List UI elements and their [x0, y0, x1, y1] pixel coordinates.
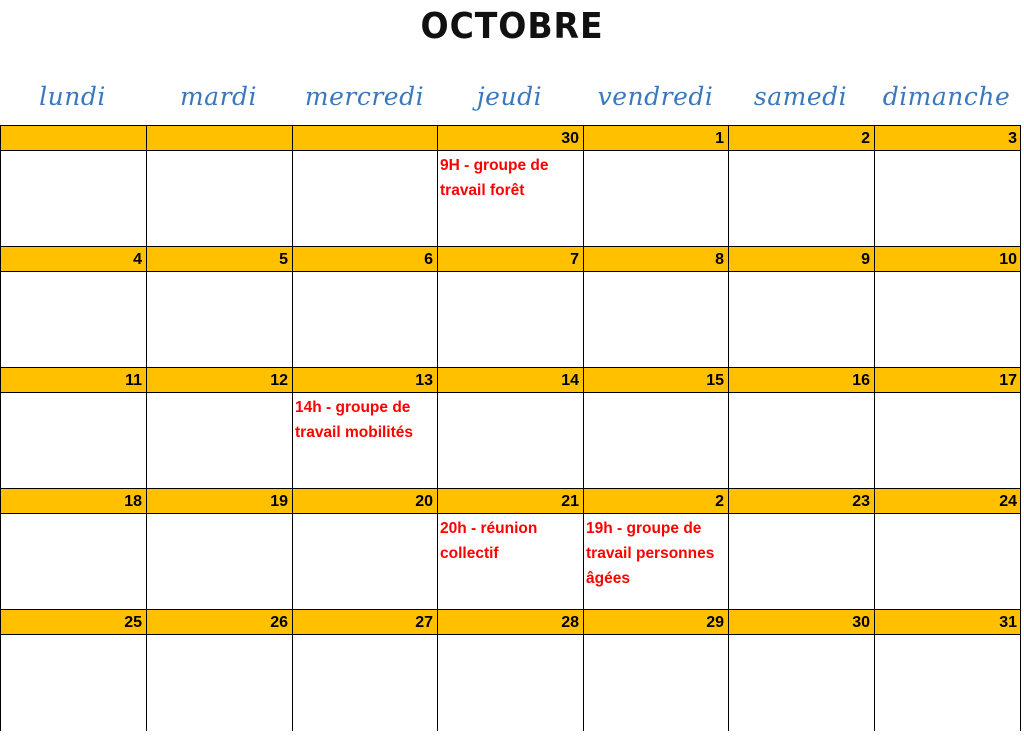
day-number: 11: [0, 367, 146, 392]
day-number: 17: [874, 367, 1021, 392]
day-cell[interactable]: [292, 609, 437, 730]
day-cell[interactable]: [728, 609, 874, 730]
day-number: 13: [292, 367, 437, 392]
calendar-week-row: [0, 125, 1021, 246]
grid-line: [0, 271, 1021, 272]
day-cell[interactable]: [728, 367, 874, 488]
grid-line: [437, 125, 438, 731]
weekday-label-jeudi: jeudi: [476, 82, 543, 111]
event-text: 9H - groupe de travail forêt: [440, 157, 549, 199]
month-title: OCTOBRE: [420, 6, 604, 47]
day-number: 5: [146, 246, 292, 271]
day-cell[interactable]: [728, 246, 874, 367]
day-cell[interactable]: [874, 609, 1021, 730]
day-cell[interactable]: [583, 609, 728, 730]
day-number: 15: [583, 367, 728, 392]
day-cell[interactable]: [874, 125, 1021, 246]
day-number: 12: [146, 367, 292, 392]
day-number: 27: [292, 609, 437, 634]
calendar-week-row: [0, 246, 1021, 367]
day-cell[interactable]: [0, 246, 146, 367]
grid-line: [146, 125, 147, 731]
calendar-grid: [0, 125, 1021, 731]
grid-line: [0, 125, 1021, 126]
day-cell[interactable]: [437, 609, 583, 730]
grid-line: [0, 609, 1021, 610]
grid-line: [0, 513, 1021, 514]
day-cell[interactable]: [874, 488, 1021, 609]
day-cell[interactable]: [146, 367, 292, 488]
weekday-label-samedi: samedi: [753, 82, 848, 111]
day-number: [146, 125, 292, 150]
day-number: 25: [0, 609, 146, 634]
day-number: 10: [874, 246, 1021, 271]
day-number: 26: [146, 609, 292, 634]
event-text: 14h - groupe de travail mobilités: [295, 399, 414, 441]
day-cell[interactable]: [437, 246, 583, 367]
day-cell[interactable]: [728, 488, 874, 609]
grid-line: [292, 125, 293, 731]
day-number: 23: [728, 488, 874, 513]
day-cell[interactable]: [292, 488, 437, 609]
day-cell[interactable]: [146, 125, 292, 246]
day-number: 2: [583, 488, 728, 513]
grid-line: [728, 125, 729, 731]
event-text: 20h - réunion collectif: [440, 520, 538, 562]
day-cell[interactable]: [583, 367, 728, 488]
day-cell[interactable]: [0, 609, 146, 730]
day-cell[interactable]: [146, 488, 292, 609]
day-number: [292, 125, 437, 150]
day-number: 31: [874, 609, 1021, 634]
grid-line: [0, 392, 1021, 393]
day-cell[interactable]: [874, 246, 1021, 367]
day-number: 2: [728, 125, 874, 150]
day-cell[interactable]: [437, 367, 583, 488]
day-cell[interactable]: [583, 488, 728, 609]
weekday-label-mardi: mardi: [179, 82, 258, 111]
grid-line: [0, 367, 1021, 368]
day-number: [0, 125, 146, 150]
day-cell[interactable]: [583, 125, 728, 246]
day-number: 20: [292, 488, 437, 513]
day-cell[interactable]: [0, 367, 146, 488]
day-number: 4: [0, 246, 146, 271]
day-number: 30: [728, 609, 874, 634]
day-number: 6: [292, 246, 437, 271]
day-number: 21: [437, 488, 583, 513]
day-number: 28: [437, 609, 583, 634]
calendar-week-row: [0, 488, 1021, 609]
day-number: 9: [728, 246, 874, 271]
day-cell[interactable]: [583, 246, 728, 367]
weekday-label-lundi: lundi: [39, 82, 106, 111]
day-cell[interactable]: [146, 609, 292, 730]
day-cell[interactable]: [146, 246, 292, 367]
grid-line: [0, 634, 1021, 635]
day-number: 3: [874, 125, 1021, 150]
day-number: 29: [583, 609, 728, 634]
day-number: 14: [437, 367, 583, 392]
day-cell[interactable]: [292, 125, 437, 246]
day-number: 1: [583, 125, 728, 150]
grid-line: [0, 246, 1021, 247]
day-number: 16: [728, 367, 874, 392]
grid-line: [0, 488, 1021, 489]
day-number: 7: [437, 246, 583, 271]
day-number: 24: [874, 488, 1021, 513]
day-number: 18: [0, 488, 146, 513]
grid-line: [0, 150, 1021, 151]
day-cell[interactable]: [437, 488, 583, 609]
day-number: 30: [437, 125, 583, 150]
event-text: 19h - groupe de travail personnes âgées: [586, 520, 715, 587]
day-cell[interactable]: [292, 246, 437, 367]
day-number: 19: [146, 488, 292, 513]
day-cell[interactable]: [437, 125, 583, 246]
day-cell[interactable]: [0, 125, 146, 246]
day-cell[interactable]: [0, 488, 146, 609]
grid-line: [874, 125, 875, 731]
weekday-label-vendredi: vendredi: [597, 82, 714, 111]
grid-line: [1020, 125, 1021, 731]
calendar-week-row: [0, 609, 1021, 730]
day-cell[interactable]: [292, 367, 437, 488]
grid-line: [583, 125, 584, 731]
weekday-label-dimanche: dimanche: [882, 82, 1011, 111]
day-cell[interactable]: [728, 125, 874, 246]
weekday-label-mercredi: mercredi: [304, 82, 425, 111]
day-cell[interactable]: [874, 367, 1021, 488]
calendar-week-row: [0, 367, 1021, 488]
day-number: 8: [583, 246, 728, 271]
grid-line: [0, 125, 1, 731]
